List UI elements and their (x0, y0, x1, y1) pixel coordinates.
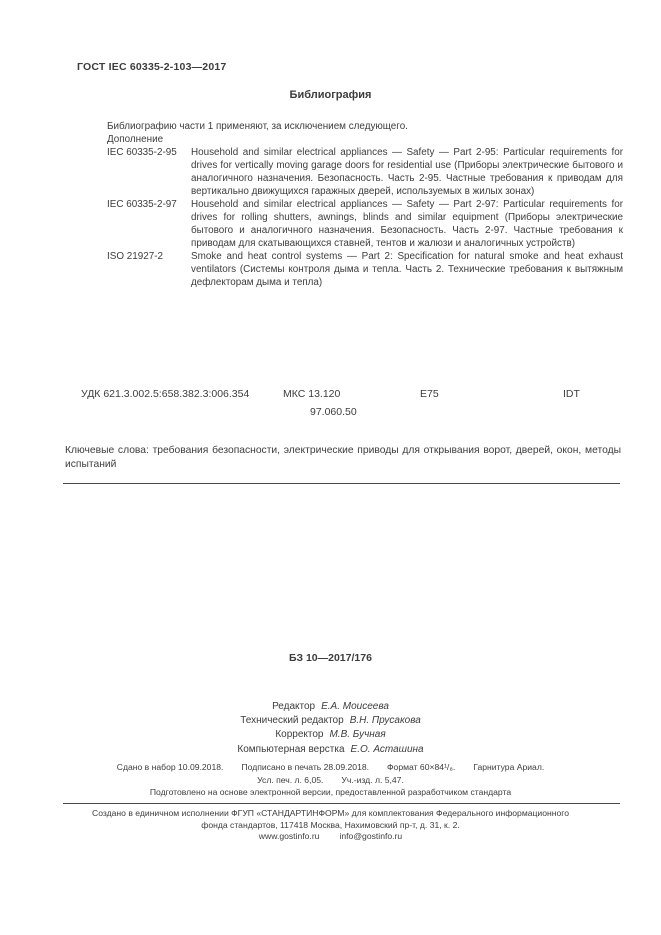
classification-row (0, 388, 661, 424)
credit-line (0, 700, 661, 714)
horizontal-divider (63, 483, 620, 484)
okp-group-code: Е75 (420, 388, 439, 400)
credit-role: Корректор (275, 729, 324, 741)
entry-description: Household and similar electrical appliances — Safety — Part 2-95: Particular requirements for drives for vertically moving garage doors for residential use (Приборы электрические бытового и аналогичного назначения. Безопасность. Часть 2-95. Частные требования к приводам для вертикально движущихся гаражных дверей, используемых в жилых зонах) (191, 147, 623, 197)
section-title: Библиография (289, 89, 372, 101)
bibliography-intro: Библиографию части 1 применяют, за исключением следующего. (107, 121, 408, 132)
print-date: Подписано в печать 28.09.2018. (241, 762, 370, 772)
typeface-spec: Гарнитура Ариал. (473, 762, 545, 772)
credit-name: М.В. Бучная (329, 729, 386, 741)
bibliography-entry (107, 250, 623, 289)
entry-code: IEC 60335-2-95 (107, 147, 177, 158)
credit-line (0, 714, 661, 728)
doc-header: ГОСТ IEC 60335-2-103—2017 (77, 61, 227, 73)
printed-sheets: Усл. печ. л. 6,05. (257, 774, 324, 785)
typeset-date: Сдано в набор 10.09.2018. (116, 762, 224, 772)
print-info-line-2 (0, 774, 661, 787)
bibliography-section (107, 120, 623, 289)
entry-code: ISO 21927-2 (107, 251, 163, 262)
mks-code-1: МКС 13.120 (283, 388, 341, 400)
credit-role: Редактор (272, 701, 316, 712)
publisher-email: info@gostinfo.ru (339, 831, 403, 842)
entry-code: IEC 60335-2-97 (107, 199, 177, 210)
credit-name: Е.А. Моисеева (321, 701, 389, 712)
print-info-line-1 (0, 761, 661, 774)
entry-description: Household and similar electrical appliances — Safety — Part 2-97: Particular requirements for drives for rolling shutters, awnings, blinds and similar equipment (Приборы электрические бытового и аналогичного назначения. Безопасность. Часть 2-97. Частные требования к приводам для скатывающихся ставней, тентов и жалюзи и аналогичных устройств) (191, 199, 623, 249)
bz-code: БЗ 10—2017/176 (289, 652, 372, 664)
entry-description: Smoke and heat control systems — Part 2: Specification for natural smoke and heat exhaust ventilators (Системы контроля дыма и тепла. Часть 2. Технические требования к вытяжным дефлекторам дыма и тепла) (191, 251, 623, 288)
credit-line (0, 743, 661, 757)
publisher-footer (0, 808, 661, 843)
udk-code: УДК 621.3.002.5:658.382.3:006.354 (81, 388, 250, 400)
mks-code-2: 97.060.50 (310, 406, 357, 418)
publisher-sheets: Уч.-изд. л. 5,47. (341, 774, 404, 785)
bibliography-addition-label: Дополнение (107, 134, 164, 145)
footer-line-2: фонда стандартов, 117418 Москва, Нахимовский пр-т, д. 31, к. 2. (201, 819, 460, 830)
footer-contacts (0, 831, 661, 843)
bibliography-entry (107, 198, 623, 250)
bibliography-entry (107, 146, 623, 198)
credit-name: Е.О. Асташина (350, 743, 424, 755)
publisher-website: www.gostinfo.ru (258, 831, 320, 842)
credit-name: В.Н. Прусакова (349, 715, 421, 727)
credits-block (0, 700, 661, 757)
footer-line-1: Создано в единичном исполнении ФГУП «СТАНДАРТИНФОРМ» для комплектования Федерального информационного (91, 808, 570, 818)
horizontal-divider (63, 803, 620, 804)
credit-line (0, 728, 661, 742)
credit-role: Компьютерная верстка (237, 743, 345, 755)
print-info-block (0, 761, 661, 799)
mks-codes (283, 388, 357, 419)
conformity-degree: IDT (563, 388, 580, 400)
format-spec: Формат 60×84¹/₈. (387, 762, 456, 772)
credit-role: Технический редактор (240, 715, 344, 727)
keywords-paragraph: Ключевые слова: требования безопасности, электрические приводы для открывания ворот, дверей, окон, методы испытаний (65, 445, 621, 470)
prepared-note: Подготовлено на основе электронной версии, предоставленной разработчиком стандарта (149, 787, 512, 798)
